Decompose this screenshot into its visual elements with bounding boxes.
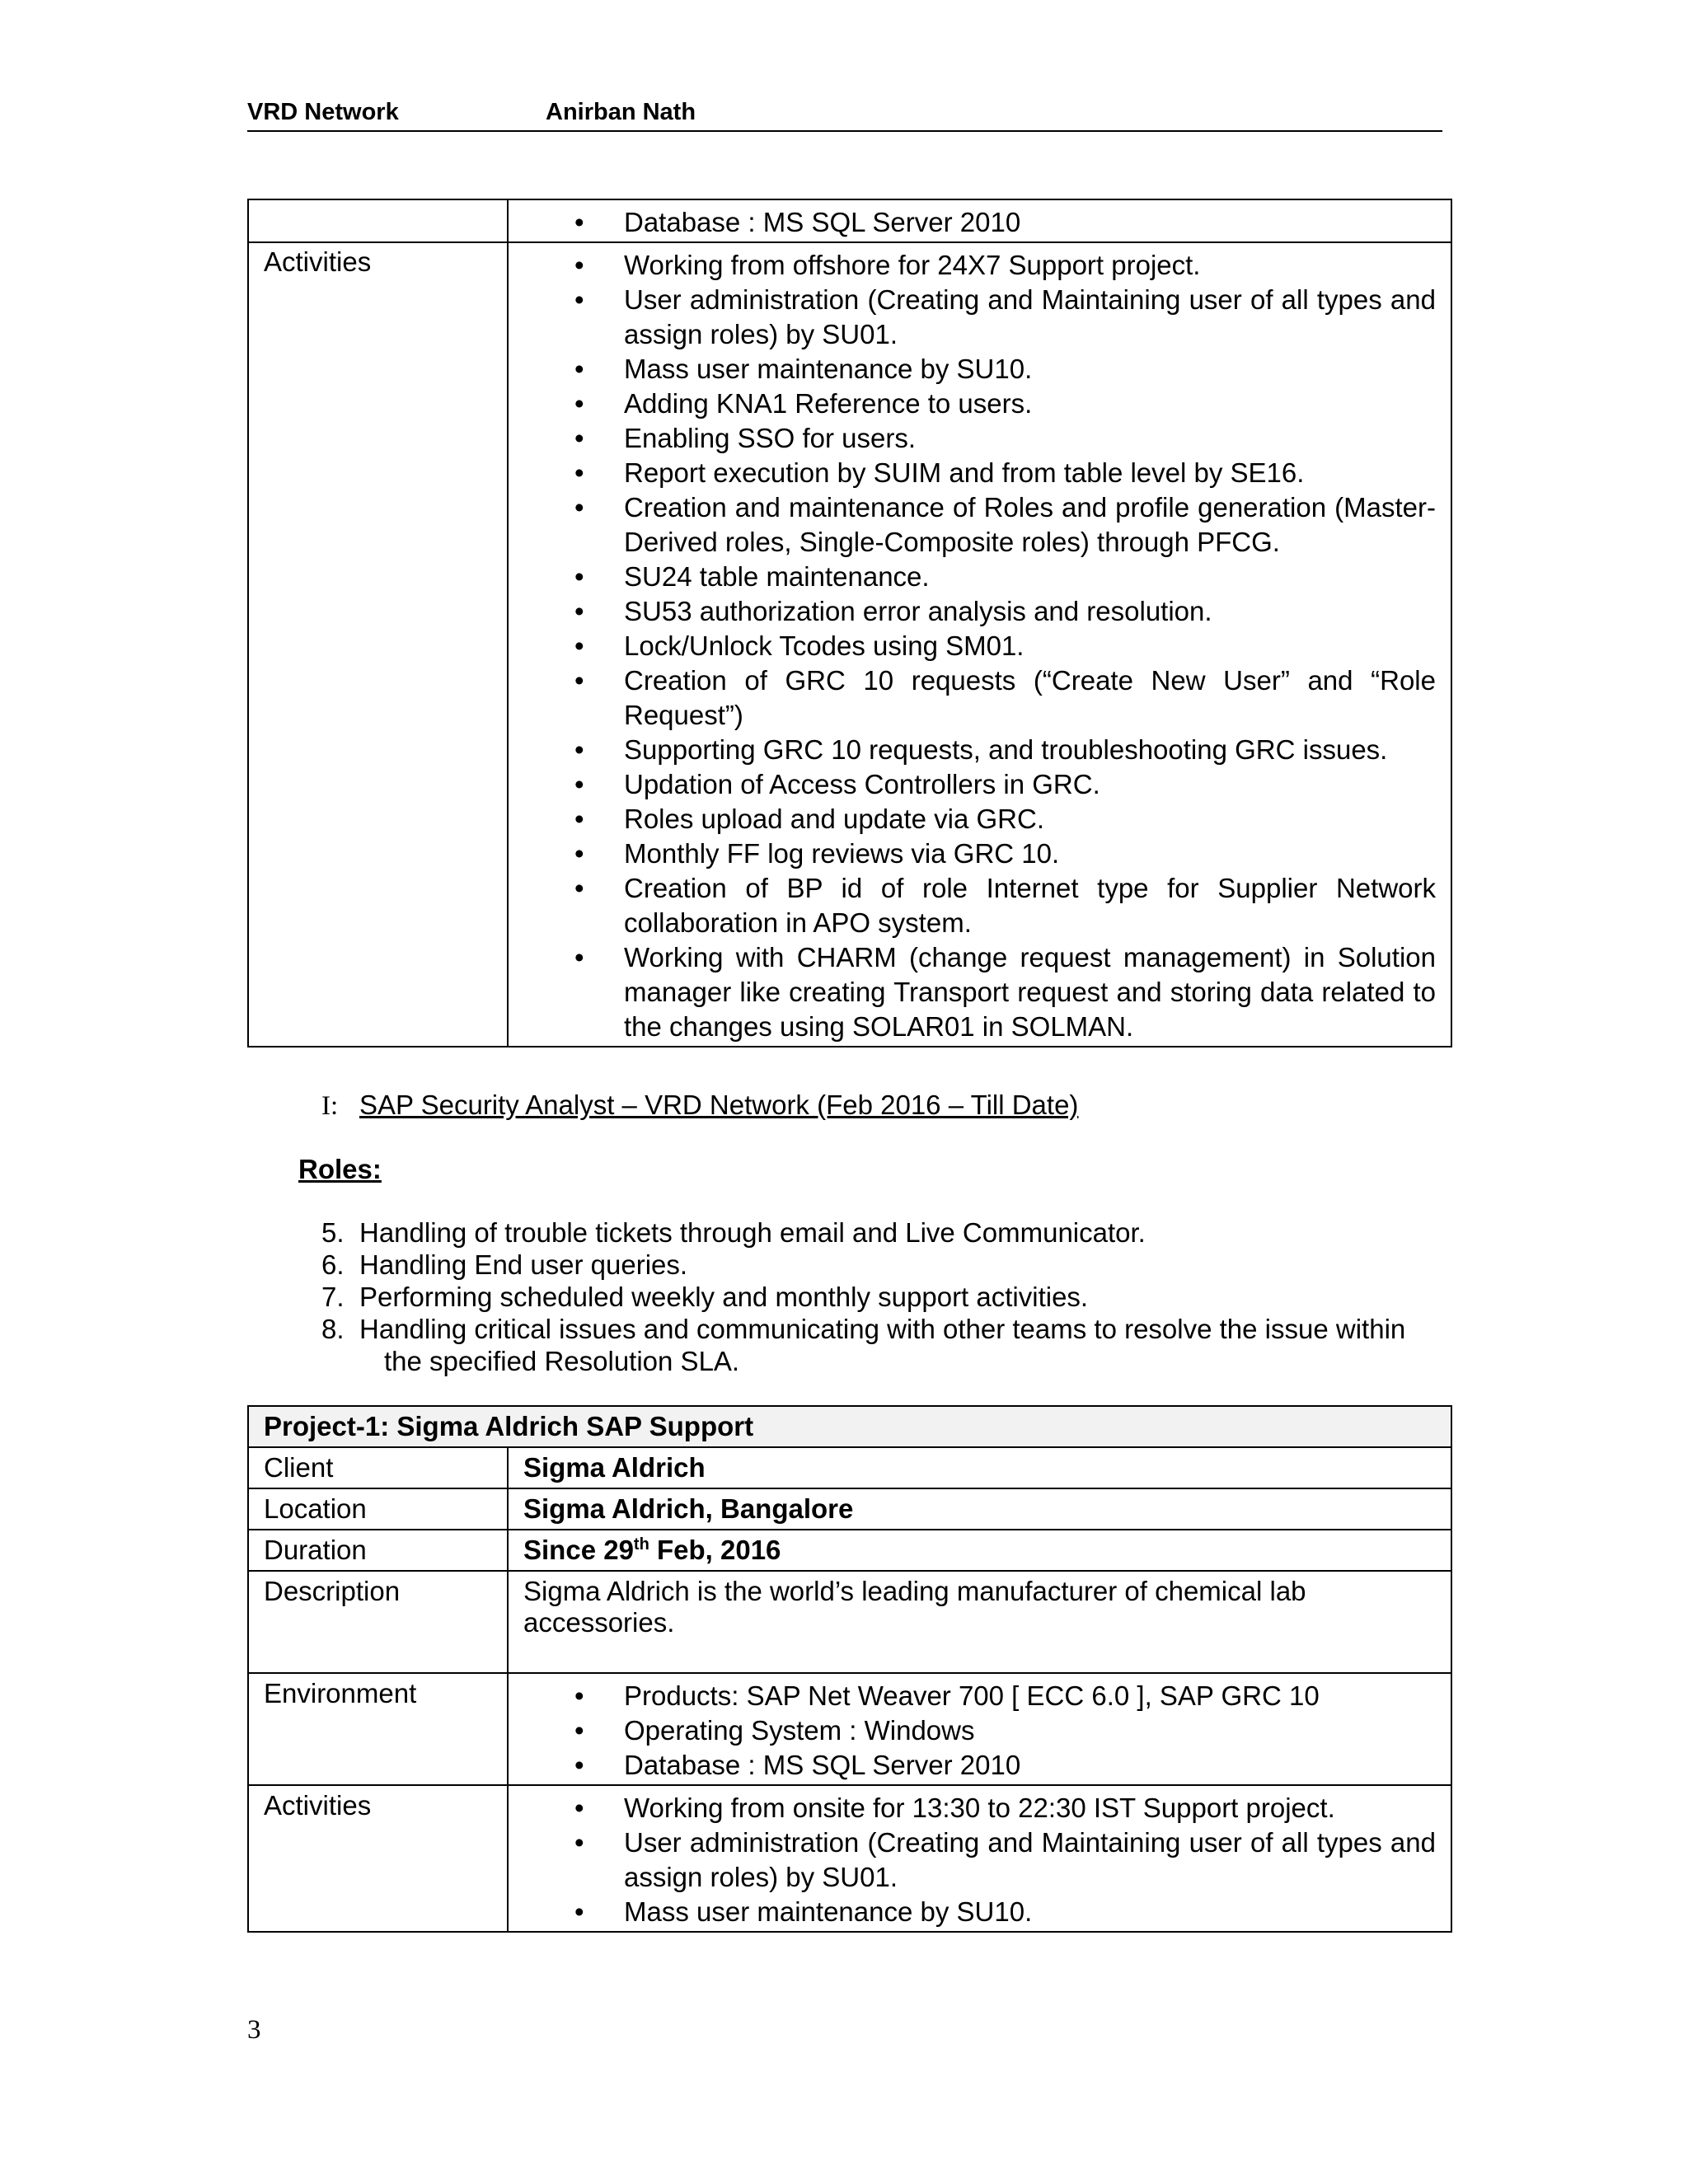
activities-value-cell [508,242,1451,1047]
activity-item: • Adding KNA1 Reference to users. [523,387,1436,421]
role-item [321,1281,1436,1313]
environment-item: • Operating System : Windows [523,1713,1436,1748]
role-text: Handling critical issues and communicating with other teams to resolve the issue within [359,1314,1406,1344]
section-marker: I: [321,1091,339,1121]
activities-label: Activities [248,242,508,1047]
activity-item: • Working with CHARM (change request management) in Solution manager like creating Transport request and storing data related to the changes using SOLAR01 in SOLMAN. [523,940,1436,1044]
section-title: SAP Security Analyst – VRD Network (Feb 2016 – Till Date) [359,1090,1079,1120]
section-heading [321,1090,1078,1122]
activity-item: • Mass user maintenance by SU10. [523,1895,1436,1929]
location-value: Sigma Aldrich, Bangalore [508,1488,1451,1530]
environment-value-cell [508,1673,1451,1785]
environment-list [523,205,1436,240]
location-row [248,1488,1451,1530]
activity-item: • Enabling SSO for users. [523,421,1436,456]
environment-label-cell [248,199,508,242]
activity-item: • Roles upload and update via GRC. [523,802,1436,837]
environment-item: • Database : MS SQL Server 2010 [523,205,1436,240]
environment-item: • Database : MS SQL Server 2010 [523,1748,1436,1783]
client-value: Sigma Aldrich [508,1447,1451,1488]
activity-item: • Creation of BP id of role Internet type for Supplier Network collaboration in APO system. [523,871,1436,940]
duration-suffix: Feb, 2016 [649,1535,781,1565]
activity-item: • Working from offshore for 24X7 Support project. [523,248,1436,283]
role-item [321,1216,1436,1249]
duration-superscript: th [633,1535,649,1554]
environment-list [523,1679,1436,1783]
header-company: VRD Network [247,99,399,125]
client-row [248,1447,1451,1488]
project-title-row [248,1406,1451,1447]
project-table [247,1405,1452,1933]
duration-value [508,1530,1451,1571]
role-number: 6. [321,1249,345,1280]
page-number: 3 [247,2015,261,2045]
role-number: 5. [321,1217,345,1248]
duration-row [248,1530,1451,1571]
project-activities-label: Activities [248,1785,508,1932]
environment-value-cell [508,199,1451,242]
activity-item: • User administration (Creating and Maintaining user of all types and assign roles) by SU01. [523,283,1436,352]
environment-item: • Products: SAP Net Weaver 700 [ ECC 6.0 ], SAP GRC 10 [523,1679,1436,1713]
activity-item: • Supporting GRC 10 requests, and troubleshooting GRC issues. [523,733,1436,767]
activities-row [248,242,1451,1047]
role-number: 7. [321,1282,345,1312]
activity-item: • SU24 table maintenance. [523,560,1436,594]
previous-project-table [247,199,1452,1047]
project-activities-cell [508,1785,1451,1932]
activity-item: • SU53 authorization error analysis and resolution. [523,594,1436,629]
role-text: Handling of trouble tickets through email and Live Communicator. [359,1217,1146,1248]
roles-heading: Roles: [298,1154,382,1184]
activity-item: • Monthly FF log reviews via GRC 10. [523,837,1436,871]
activities-list [523,248,1436,1044]
activity-item: • Working from onsite for 13:30 to 22:30 IST Support project. [523,1791,1436,1825]
project-title: Project-1: Sigma Aldrich SAP Support [248,1406,1451,1447]
role-item [321,1249,1436,1281]
environment-row [248,1673,1451,1785]
location-label: Location [248,1488,508,1530]
duration-prefix: Since 29 [523,1535,634,1565]
header-author: Anirban Nath [546,99,696,125]
role-number: 8. [321,1314,345,1344]
environment-row-continued [248,199,1451,242]
project-activities-list [523,1791,1436,1929]
description-label: Description [248,1571,508,1673]
activity-item: • Updation of Access Controllers in GRC. [523,767,1436,802]
project-activities-row [248,1785,1451,1932]
activity-item: • Report execution by SUIM and from table level by SE16. [523,456,1436,490]
description-value: Sigma Aldrich is the world’s leading manufacturer of chemical lab accessories. [508,1571,1451,1673]
activity-item: • Lock/Unlock Tcodes using SM01. [523,629,1436,663]
activity-item: • Creation of GRC 10 requests (“Create New User” and “Role Request”) [523,663,1436,733]
role-text-continued: the specified Resolution SLA. [384,1346,740,1376]
environment-label: Environment [248,1673,508,1785]
client-label: Client [248,1447,508,1488]
activity-item: • Creation and maintenance of Roles and profile generation (Master-Derived roles, Single-Composite roles) through PFCG. [523,490,1436,560]
role-text: Performing scheduled weekly and monthly support activities. [359,1282,1089,1312]
activity-item: • Mass user maintenance by SU10. [523,352,1436,387]
duration-label: Duration [248,1530,508,1571]
role-text: Handling End user queries. [359,1249,688,1280]
activity-item: • User administration (Creating and Maintaining user of all types and assign roles) by SU01. [523,1825,1436,1895]
page-header [247,97,1442,132]
roles-list [321,1216,1436,1377]
description-row [248,1571,1451,1673]
role-item [321,1313,1436,1377]
